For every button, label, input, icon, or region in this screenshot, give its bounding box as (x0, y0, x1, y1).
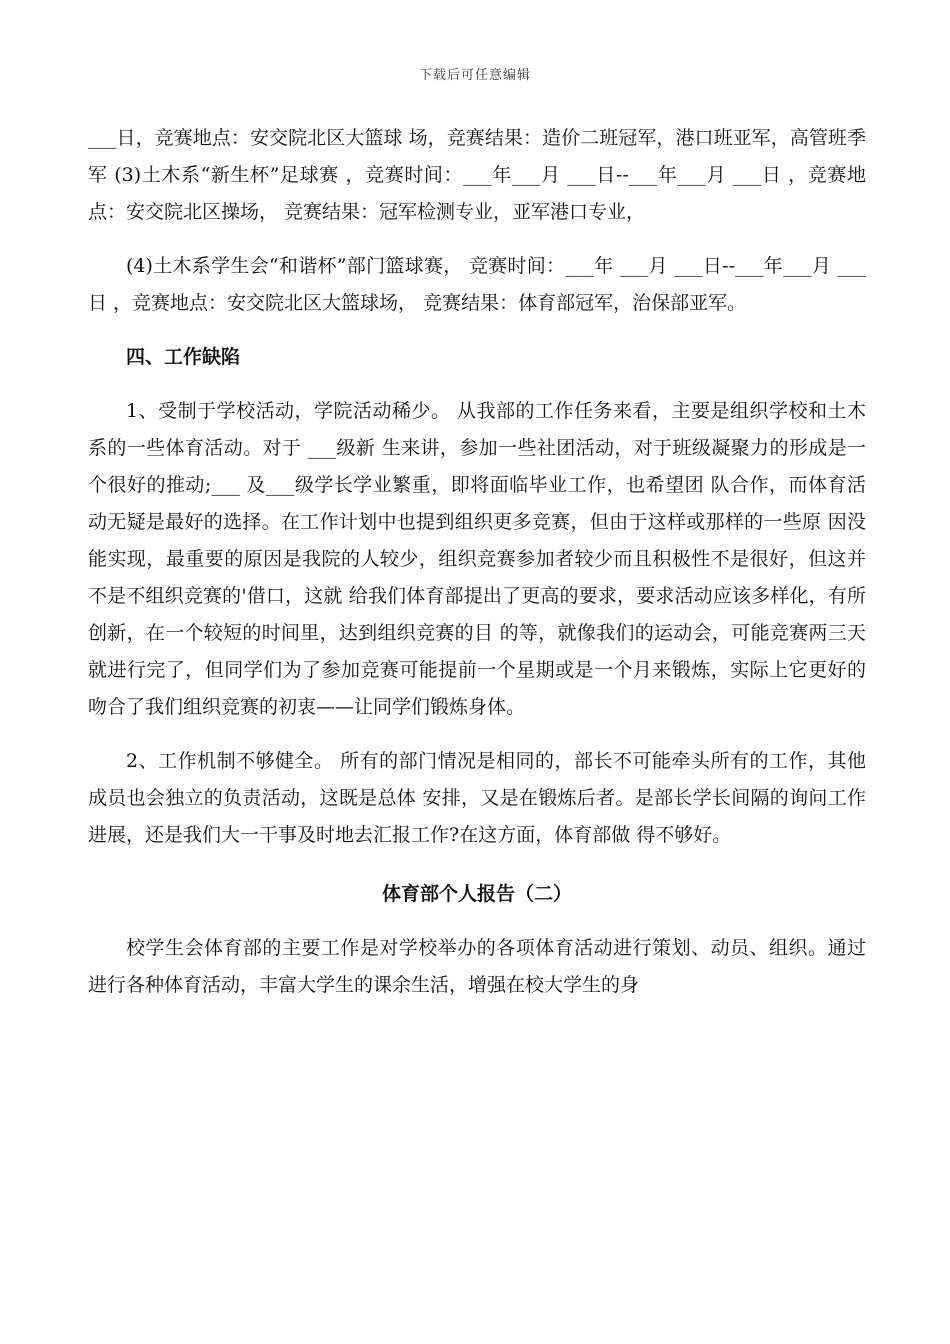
paragraph-deficiency-1: 1、受制于学校活动，学院活动稀少。 从我部的工作任务来看，主要是组织学校和土木系的一些体育活动。对于 ___级新 生来讲，参加一些社团活动，对于班级凝聚力的形成是一个很好的推动;___ 及___级学长学业繁重，即将面临毕业工作，也希望团 队合作，而体育活动无疑是最好的选择。在工作计划中也提到组织更多竞赛，但由于这样或那样的一些原 因没能实现，最重要的原因是我院的人较少，组织竞赛参加者较少而且积极性不是很好，但这并不是不组织竞赛的'借口，这就 给我们体育部提出了更高的要求，要求活动应该多样化，有所创新，在一个较短的时间里，达到组织竞赛的目 的等，就像我们的运动会，可能竞赛两三天就进行完了，但同学们为了参加竞赛可能提前一个星期或是一个月来锻炼，实际上它更好的吻合了我们组织竞赛的初衷——让同学们锻炼身体。 (88, 400, 866, 718)
document-body (88, 120, 866, 1004)
paragraph-report-intro: 校学生会体育部的主要工作是对学校举办的各项体育活动进行策划、动员、组织。通过进行各种体育活动，丰富大学生的课余生活，增强在校大学生的身 (88, 937, 866, 996)
paragraph-basketball-cup: (4)土木系学生会“和谐杯”部门篮球赛， 竞赛时间：___年 ___月 ___日--___年___月 ___日 ，竞赛地点：安交院北区大篮球场， 竞赛结果：体育部冠军，治保部亚军。 (88, 255, 866, 314)
report-title: 体育部个人报告（二） (381, 883, 572, 905)
section-heading-work-deficiencies: 四、工作缺陷 (126, 346, 241, 368)
paragraph-competition-results: ___日，竞赛地点：安交院北区大篮球 场，竞赛结果：造价二班冠军，港口班亚军，高管班季军 (3)土木系“新生杯”足球赛 ，竞赛时间：___年___月 ___日--___年___月 ___日 ，竞赛地点：安交院北区操场， 竞赛结果：冠军检测专业，亚军港口专业， (88, 127, 866, 223)
page-header-note: 下载后可任意编辑 (418, 68, 531, 83)
paragraph-deficiency-2: 2、工作机制不够健全。 所有的部门情况是相同的，部长不可能牵头所有的工作，其他成员也会独立的负责活动，这既是总体 安排，又是在锻炼后者。是部长学长间隔的询问工作进展，还是我们大一干事及时地去汇报工作?在这方面，体育部做 得不够好。 (88, 750, 866, 846)
